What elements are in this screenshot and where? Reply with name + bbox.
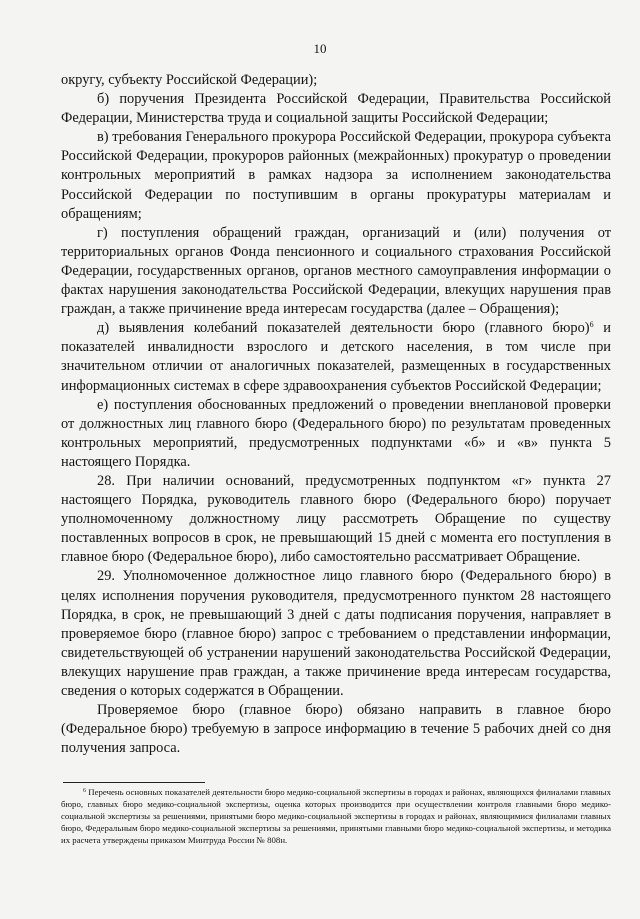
paragraph-text: б) поручения Президента Российской Федерации, Правительства Российской Федерации, Министерства труда и социальной защиты Российской Федерации; [61,91,611,127]
footnotes [61,786,611,846]
footnote-marker: 6 [83,788,86,794]
footnote-divider [63,782,205,783]
paragraph [61,224,611,319]
paragraph [61,701,611,758]
paragraph [61,71,611,90]
paragraph [61,90,611,128]
paragraph [61,128,611,223]
paragraph-text: в) требования Генерального прокурора Российской Федерации, прокурора субъекта Российской Федерации, прокуроров районных (межрайонных) прокуратур о проведении контрольных мероприятий в рамках надзора за исполнением законодательства Российской Федерации по поступившим в органы прокуратуры материалам и обращениям; [61,129,611,222]
paragraph-text: е) поступления обоснованных предложений о проведении внеплановой проверки от должностных лиц главного бюро (Федерального бюро) по результатам проведенных контрольных мероприятий, предусмотренных подпунктами «б» и «в» пункта 5 настоящего Порядка. [61,396,611,470]
paragraph-text: округу, субъекту Российской Федерации); [61,72,318,88]
paragraph [61,396,611,472]
footnote-text: Перечень основных показателей деятельности бюро медико-социальной экспертизы в городах и районах, являющихся филиалами главных бюро, главных бюро медико-социальной экспертизы, оценка которых производится при осуществлении контроля главными бюро медико-социальной экспертизы за решениями, принятыми бюро медико-социальной экспертизы в городах и районах, являющимися филиалами главных бюро, Федеральным бюро медико-социальной экспертизы за решениями, принятыми главными бюро медико-социальной экспертизы, и методика их расчета утверждены приказом Минтруда России № 808н. [61,787,611,846]
paragraph-text: и показателей инвалидности взрослого и детского населения, в том числе при значительном отличии от аналогичных показателей, размещенных в государственных информационных системах в сфере здравоохранения субъектов Российской Федерации; [61,320,611,394]
paragraph-text: д) выявления колебаний показателей деятельности бюро (главного бюро) [97,320,590,337]
paragraph-text: 29. Уполномоченное должностное лицо главного бюро (Федерального бюро) в целях исполнения поручения руководителя, предусмотренного пунктом 28 настоящего Порядка, в срок, не превышающий 3 дней с даты подписания поручения, направляет в проверяемое бюро (главное бюро) запрос с требованием о представлении информации, свидетельствующей об устранении нарушений законодательства Российской Федерации, влекущих нарушение прав граждан, а также причинение вреда интересам государства, сведения о которых содержатся в Обращении. [61,568,611,699]
paragraph [61,472,611,567]
document-body [61,71,611,758]
paragraph-text: 28. При наличии оснований, предусмотренных подпунктом «г» пункта 27 настоящего Порядка, руководитель главного бюро (Федерального бюро) поручает уполномоченному должностному лицу рассмотреть Обращение по существу поставленных вопросов в срок, не превышающий 15 дней с момента его поступления в главное бюро (Федеральное бюро), либо самостоятельно рассматривает Обращение. [61,472,611,566]
paragraph [61,319,611,395]
page-number: 10 [313,41,327,56]
paragraph-text: г) поступления обращений граждан, организаций и (или) получения от территориальных органов Фонда пенсионного и социального страхования Российской Федерации, государственных органов, органов местного самоуправления информации о фактах нарушения законодательства Российской Федерации, влекущих нарушения прав граждан, а также причинение вреда интересам государства (далее – Обращения); [61,224,611,318]
footnote-reference: 6 [589,320,594,330]
paragraph-text: Проверяемое бюро (главное бюро) обязано направить в главное бюро (Федеральное бюро) требуемую в запросе информацию в течение 5 рабочих дней со дня получения запроса. [61,702,611,757]
paragraph [61,567,611,701]
footnote [61,786,611,846]
